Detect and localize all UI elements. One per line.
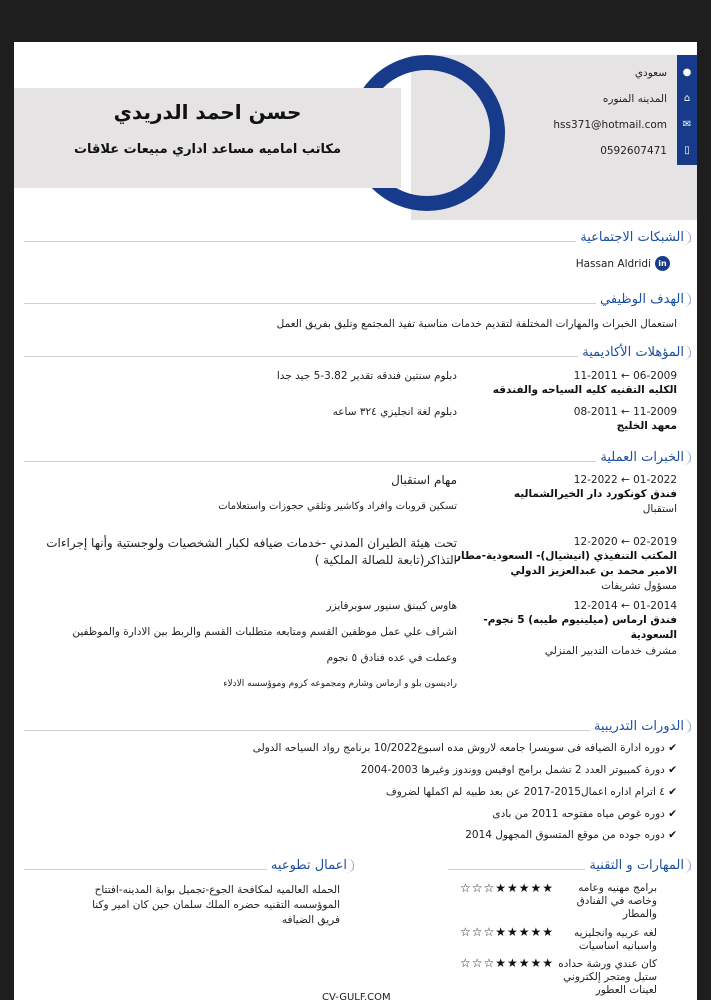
course-item: ✔ دوره غوص مياه مفتوحه 2011 من بادى bbox=[492, 808, 677, 820]
section-courses bbox=[24, 719, 691, 741]
edu-institution: الكليه التقنيه كليه السياحه والفندقه bbox=[492, 384, 677, 396]
check-icon: ✔ bbox=[668, 808, 677, 820]
skill-rating: ☆☆☆★★★★★ bbox=[460, 925, 555, 939]
linkedin-name[interactable]: Hassan Aldridi bbox=[575, 258, 651, 270]
exp-role: مسؤول تشريفات bbox=[601, 580, 677, 592]
check-icon: ✔ bbox=[668, 742, 677, 754]
exp-role: مشرف خدمات التدبير المنزلي bbox=[544, 645, 677, 657]
exp-company: المكتب التنفيذي (انيشيال)- السعودية-مطار bbox=[454, 550, 677, 562]
section-skills bbox=[448, 858, 691, 880]
course-item: ✔ ٤ اترام اداره اعمال2015-2017 عن بعد طبيه لم اكملها لضروف bbox=[385, 786, 677, 798]
exp-heading: هاوس كيبنق سنيور سوبرفايزر bbox=[326, 600, 457, 612]
section-title: الهدف الوظيفي bbox=[596, 292, 691, 307]
exp-dates: 01-2022 ← 12-2022 bbox=[573, 474, 677, 486]
exp-heading: مهام استقبال bbox=[391, 473, 457, 487]
section-title: الشبكات الاجتماعية bbox=[576, 230, 691, 245]
section-title: المهارات و التقنية bbox=[585, 858, 691, 873]
exp-line: راديسون بلو و ارماس وشارم ومجموعه كروم وموؤسسه الادلاء bbox=[223, 679, 457, 689]
contact-city: المدينه المنوره bbox=[602, 93, 667, 105]
skill-item: كان عندي ورشة حداده ستيل ومتجر إلكتروني لعينات العطور bbox=[558, 958, 657, 996]
skill-item: برامج مهنيه وعامه وخاصه في الفنادق والمطار bbox=[576, 882, 657, 920]
check-icon: ✔ bbox=[668, 829, 677, 841]
section-title: الخبرات العملية bbox=[596, 450, 691, 465]
exp-dates: 01-2014 ← 12-2014 bbox=[573, 600, 677, 612]
objective-text: استعمال الخبرات والمهارات المختلفة لتقديم خدمات مناسبة تفيد المجتمع وتليق بفريق العمل bbox=[276, 318, 677, 330]
exp-heading: تحت هيئة الطيران المدني -خدمات ضيافه لكبار الشخصيات ولوجستية وأنها إجراءات bbox=[46, 536, 457, 550]
volunteer-text: الحمله العالميه لمكافحة الجوع-تجميل بوابة المدينه-افتتاح الموؤسسه التقنيه حضره الملك سلمان حين كان امير وكنا فريق الضيافه bbox=[92, 884, 340, 926]
exp-company: فندق كونكورد دار الخيرالشماليه bbox=[513, 488, 677, 500]
watermark: CV-GULF.COM bbox=[322, 992, 391, 1000]
edu-dates: 11-2009 ← 08-2011 bbox=[573, 406, 677, 418]
section-education bbox=[24, 345, 691, 367]
section-volunteer bbox=[24, 858, 354, 880]
linkedin-icon[interactable]: in bbox=[655, 256, 670, 271]
exp-company: الامير محمد بن عبدالعزيز الدولي bbox=[510, 565, 677, 577]
edu-institution: معهد الخليج bbox=[616, 420, 677, 432]
exp-line: اشراف علي عمل موظفين القسم ومتابعه متطلبات القسم والربط بين الادارة والموظفين bbox=[72, 626, 457, 638]
skill-rating: ☆☆☆★★★★★ bbox=[460, 881, 555, 895]
section-title: المؤهلات الأكاديمية bbox=[578, 345, 691, 360]
section-title: اعمال تطوعيه bbox=[267, 858, 354, 873]
exp-role: استقبال bbox=[642, 503, 677, 515]
contact-phone[interactable]: 0592607471 bbox=[600, 145, 667, 157]
exp-line: تسكين قروبات وافراد وكاشير وتلقي حجوزات واستعلامات bbox=[218, 501, 457, 512]
section-social bbox=[24, 230, 691, 252]
exp-company: السعودية bbox=[630, 629, 677, 641]
phone-icon: ▯ bbox=[684, 144, 690, 156]
course-item: ✔ دوره ادارة الضيافه فى سويسرا جامعه لاروش مده اسبوع10/2022 برنامج رواد السياحه الدولى bbox=[252, 742, 677, 754]
section-title: الدورات التدريبية bbox=[590, 719, 691, 734]
course-item: ✔ دورة كمبيوتر العدد 2 تشمل برامج اوفيس ووندوز وغيرها 2003-2004 bbox=[360, 764, 677, 776]
check-icon: ✔ bbox=[668, 786, 677, 798]
course-item: ✔ دوره جوده من موقع المتسوق المجهول 2014 bbox=[465, 829, 677, 841]
email-icon: ✉ bbox=[682, 118, 692, 130]
check-icon: ✔ bbox=[668, 764, 677, 776]
skill-rating: ☆☆☆★★★★★ bbox=[460, 956, 555, 970]
exp-company: فندق ارماس (ميلينيوم طيبه) 5 نجوم- bbox=[483, 614, 677, 626]
edu-degree: دبلوم سنتين فندقه تقدير 3.82-5 جيد جدا bbox=[276, 370, 457, 382]
exp-line: وعملت في عده فنادق ٥ نجوم bbox=[326, 652, 457, 664]
skill-item: لغه عربيه وانجليزيه واسبانيه اساسيات bbox=[573, 927, 657, 952]
contact-email[interactable]: hss371@hotmail.com bbox=[553, 119, 667, 131]
home-icon: ⌂ bbox=[683, 92, 691, 104]
resume-page bbox=[14, 42, 697, 1000]
section-objective bbox=[24, 292, 691, 314]
full-name: حسن احمد الدريدي bbox=[113, 100, 302, 124]
edu-dates: 06-2009 ← 11-2011 bbox=[573, 370, 677, 382]
job-title: مكاتب اماميه مساعد اداري مبيعات علاقات bbox=[73, 142, 342, 157]
edu-degree: دبلوم لغة انجليزي ٣٢٤ ساعه bbox=[332, 406, 457, 418]
exp-dates: 02-2019 ← 12-2020 bbox=[573, 536, 677, 548]
contact-nationality: سعودي bbox=[634, 67, 667, 79]
exp-heading: التذاكر(تابعة للصالة الملكية ) bbox=[314, 553, 457, 567]
location-icon: ● bbox=[682, 66, 692, 78]
section-experience bbox=[24, 450, 691, 472]
